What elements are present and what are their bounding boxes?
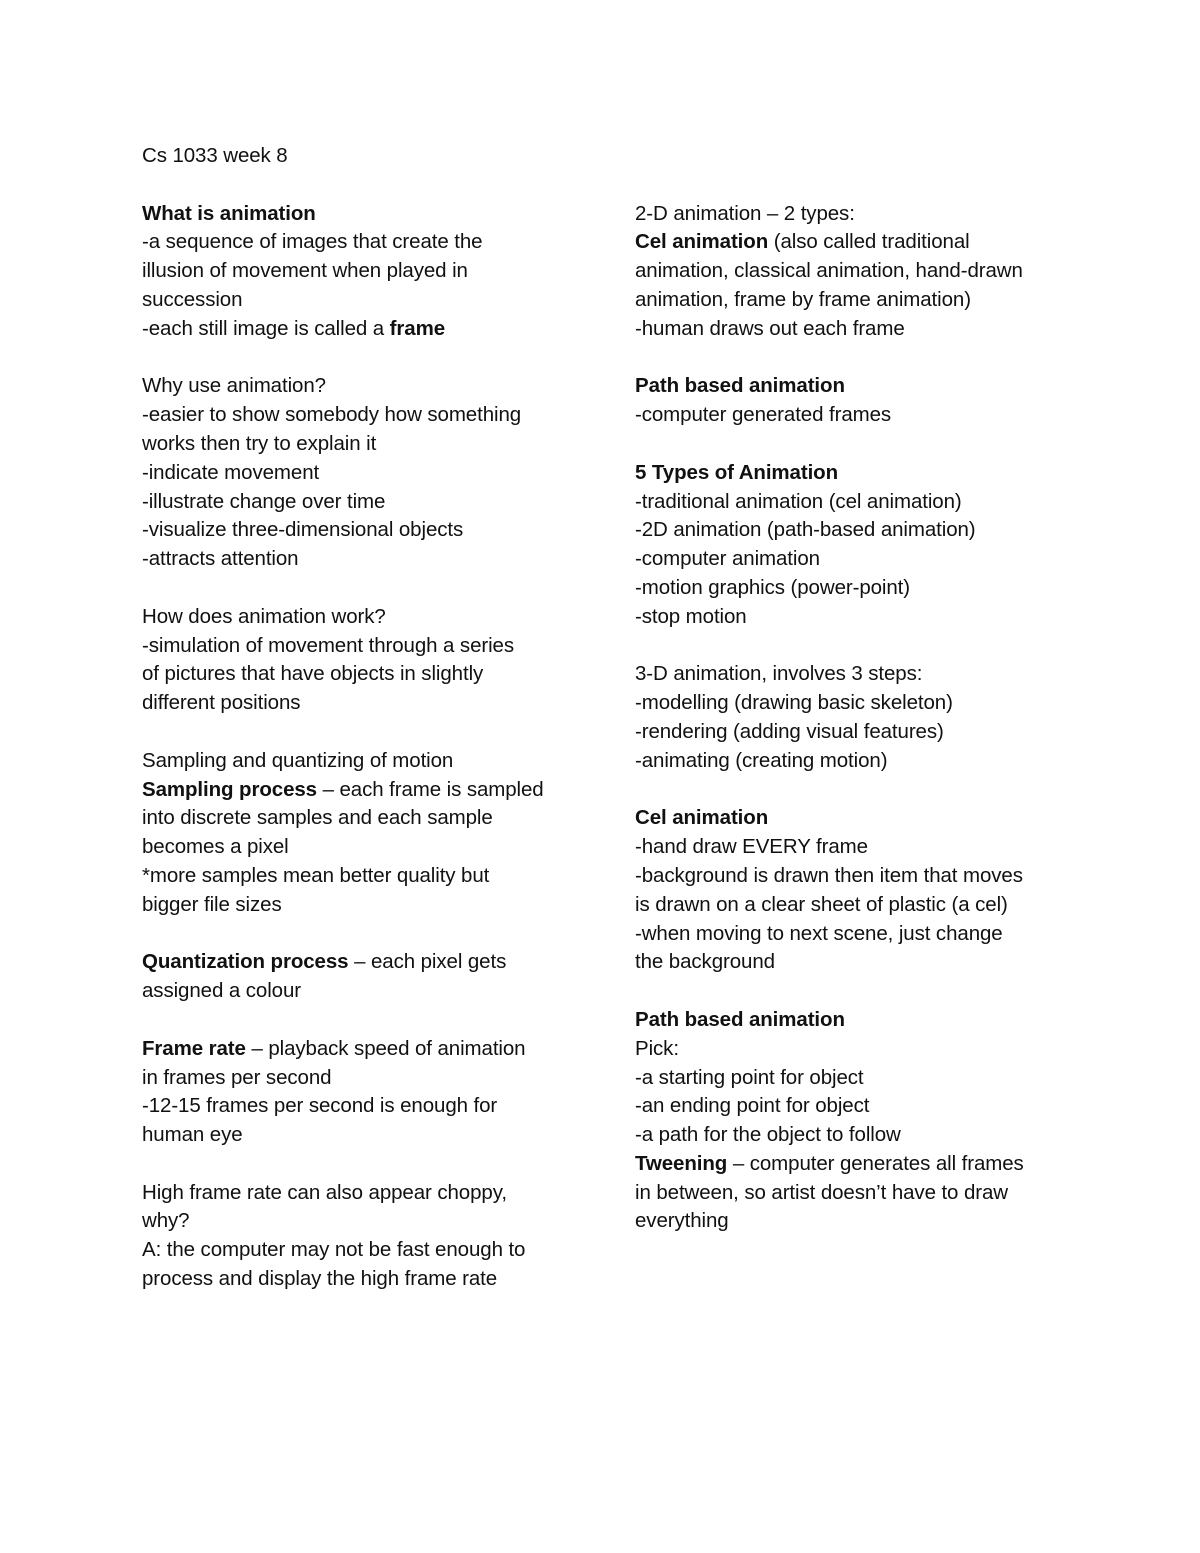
spacer — [142, 344, 582, 373]
text-line: -attracts attention — [142, 547, 299, 571]
text-line: -simulation of movement through a series — [142, 633, 515, 657]
text-line: works then try to explain it — [142, 431, 377, 455]
text-line: -2D animation (path-based animation) — [635, 518, 976, 542]
five-types-heading: 5 Types of Animation — [635, 460, 839, 484]
spacer — [635, 632, 1075, 661]
text-line: illusion of movement when played in — [142, 259, 468, 283]
text-line — [635, 1150, 1075, 1179]
text-line: -visualize three-dimensional objects — [142, 518, 464, 542]
text-fragment: – each frame is sampled — [316, 777, 544, 801]
what-is-animation-heading: What is animation — [142, 201, 316, 225]
text-line: -when moving to next scene, just change — [635, 921, 1003, 945]
spacer — [635, 776, 1075, 805]
section-heading: 3-D animation, involves 3 steps: — [635, 662, 923, 686]
text-line: becomes a pixel — [142, 835, 289, 859]
section-heading — [635, 459, 1075, 488]
text-line: High frame rate can also appear choppy, — [142, 1180, 507, 1204]
text-line: everything — [635, 1209, 729, 1233]
section-heading — [635, 372, 1075, 401]
path-based-animation-heading: Path based animation — [635, 1007, 845, 1031]
text-fragment: -each still image is called a — [142, 316, 390, 340]
text-line — [142, 315, 582, 344]
text-fragment: – computer generates all frames — [727, 1151, 1024, 1175]
text-line: the background — [635, 950, 775, 974]
text-line — [142, 776, 582, 805]
text-line: -illustrate change over time — [142, 489, 386, 513]
text-line: -computer generated frames — [635, 403, 892, 427]
text-line: -traditional animation (cel animation) — [635, 489, 962, 513]
section-heading — [635, 804, 1075, 833]
text-line: -motion graphics (power-point) — [635, 575, 911, 599]
spacer — [635, 977, 1075, 1006]
text-line: of pictures that have objects in slightly — [142, 662, 484, 686]
text-line: -indicate movement — [142, 460, 320, 484]
text-line: in between, so artist doesn’t have to draw — [635, 1180, 1008, 1204]
section-heading: Sampling and quantizing of motion — [142, 748, 454, 772]
bold-term: Quantization process — [142, 950, 349, 974]
text-line: A: the computer may not be fast enough to — [142, 1238, 526, 1262]
text-fragment: (also called traditional — [768, 230, 970, 254]
section-heading: 2-D animation – 2 types: — [635, 201, 855, 225]
text-line: bigger file sizes — [142, 892, 282, 916]
text-line: is drawn on a clear sheet of plastic (a cel) — [635, 892, 1008, 916]
text-line: -computer animation — [635, 547, 820, 571]
text-line: -an ending point for object — [635, 1094, 870, 1118]
text-line — [142, 1035, 582, 1064]
text-line: into discrete samples and each sample — [142, 806, 493, 830]
spacer — [635, 430, 1075, 459]
text-line: -background is drawn then item that moves — [635, 863, 1023, 887]
spacer — [142, 718, 582, 747]
spacer — [142, 171, 582, 200]
text-line: -easier to show somebody how something — [142, 403, 522, 427]
text-line: -rendering (adding visual features) — [635, 719, 944, 743]
document-title: Cs 1033 week 8 — [142, 144, 288, 167]
text-line: -animating (creating motion) — [635, 748, 888, 772]
section-heading — [142, 200, 582, 229]
text-line: -a path for the object to follow — [635, 1123, 901, 1147]
spacer — [142, 574, 582, 603]
spacer — [142, 920, 582, 949]
text-line: assigned a colour — [142, 979, 301, 1003]
spacer — [142, 1006, 582, 1035]
section-heading — [635, 1006, 1075, 1035]
bold-term: frame — [389, 316, 446, 340]
text-line: why? — [142, 1209, 190, 1233]
text-line: different positions — [142, 691, 301, 715]
text-line: Pick: — [635, 1036, 679, 1060]
cel-animation-heading: Cel animation — [635, 806, 769, 830]
section-heading: Why use animation? — [142, 374, 326, 398]
text-line: animation, frame by frame animation) — [635, 287, 971, 311]
bold-term: Cel animation — [635, 230, 769, 254]
text-line: *more samples mean better quality but — [142, 863, 490, 887]
text-line — [142, 948, 582, 977]
text-line: -a starting point for object — [635, 1065, 864, 1089]
text-line: -12-15 frames per second is enough for — [142, 1094, 498, 1118]
bold-term: Tweening — [635, 1151, 728, 1175]
bold-term: Frame rate — [142, 1036, 246, 1060]
spacer — [635, 344, 1075, 373]
text-line — [635, 228, 1075, 257]
text-line: -human draws out each frame — [635, 316, 905, 340]
left-column — [142, 142, 582, 1294]
text-fragment: – playback speed of animation — [245, 1036, 526, 1060]
right-column — [635, 200, 1075, 1237]
section-heading: How does animation work? — [142, 604, 386, 628]
text-fragment: – each pixel gets — [348, 950, 507, 974]
text-line: animation, classical animation, hand-drawn — [635, 259, 1023, 283]
bold-term: Sampling process — [142, 777, 317, 801]
text-line: human eye — [142, 1123, 243, 1147]
text-line: -stop motion — [635, 604, 747, 628]
text-line: -hand draw EVERY frame — [635, 835, 868, 859]
path-based-animation-heading: Path based animation — [635, 374, 845, 398]
text-line: process and display the high frame rate — [142, 1267, 498, 1291]
text-line: succession — [142, 287, 243, 311]
text-line: -modelling (drawing basic skeleton) — [635, 691, 953, 715]
text-line: -a sequence of images that create the — [142, 230, 483, 254]
spacer — [142, 1150, 582, 1179]
text-line: in frames per second — [142, 1065, 332, 1089]
